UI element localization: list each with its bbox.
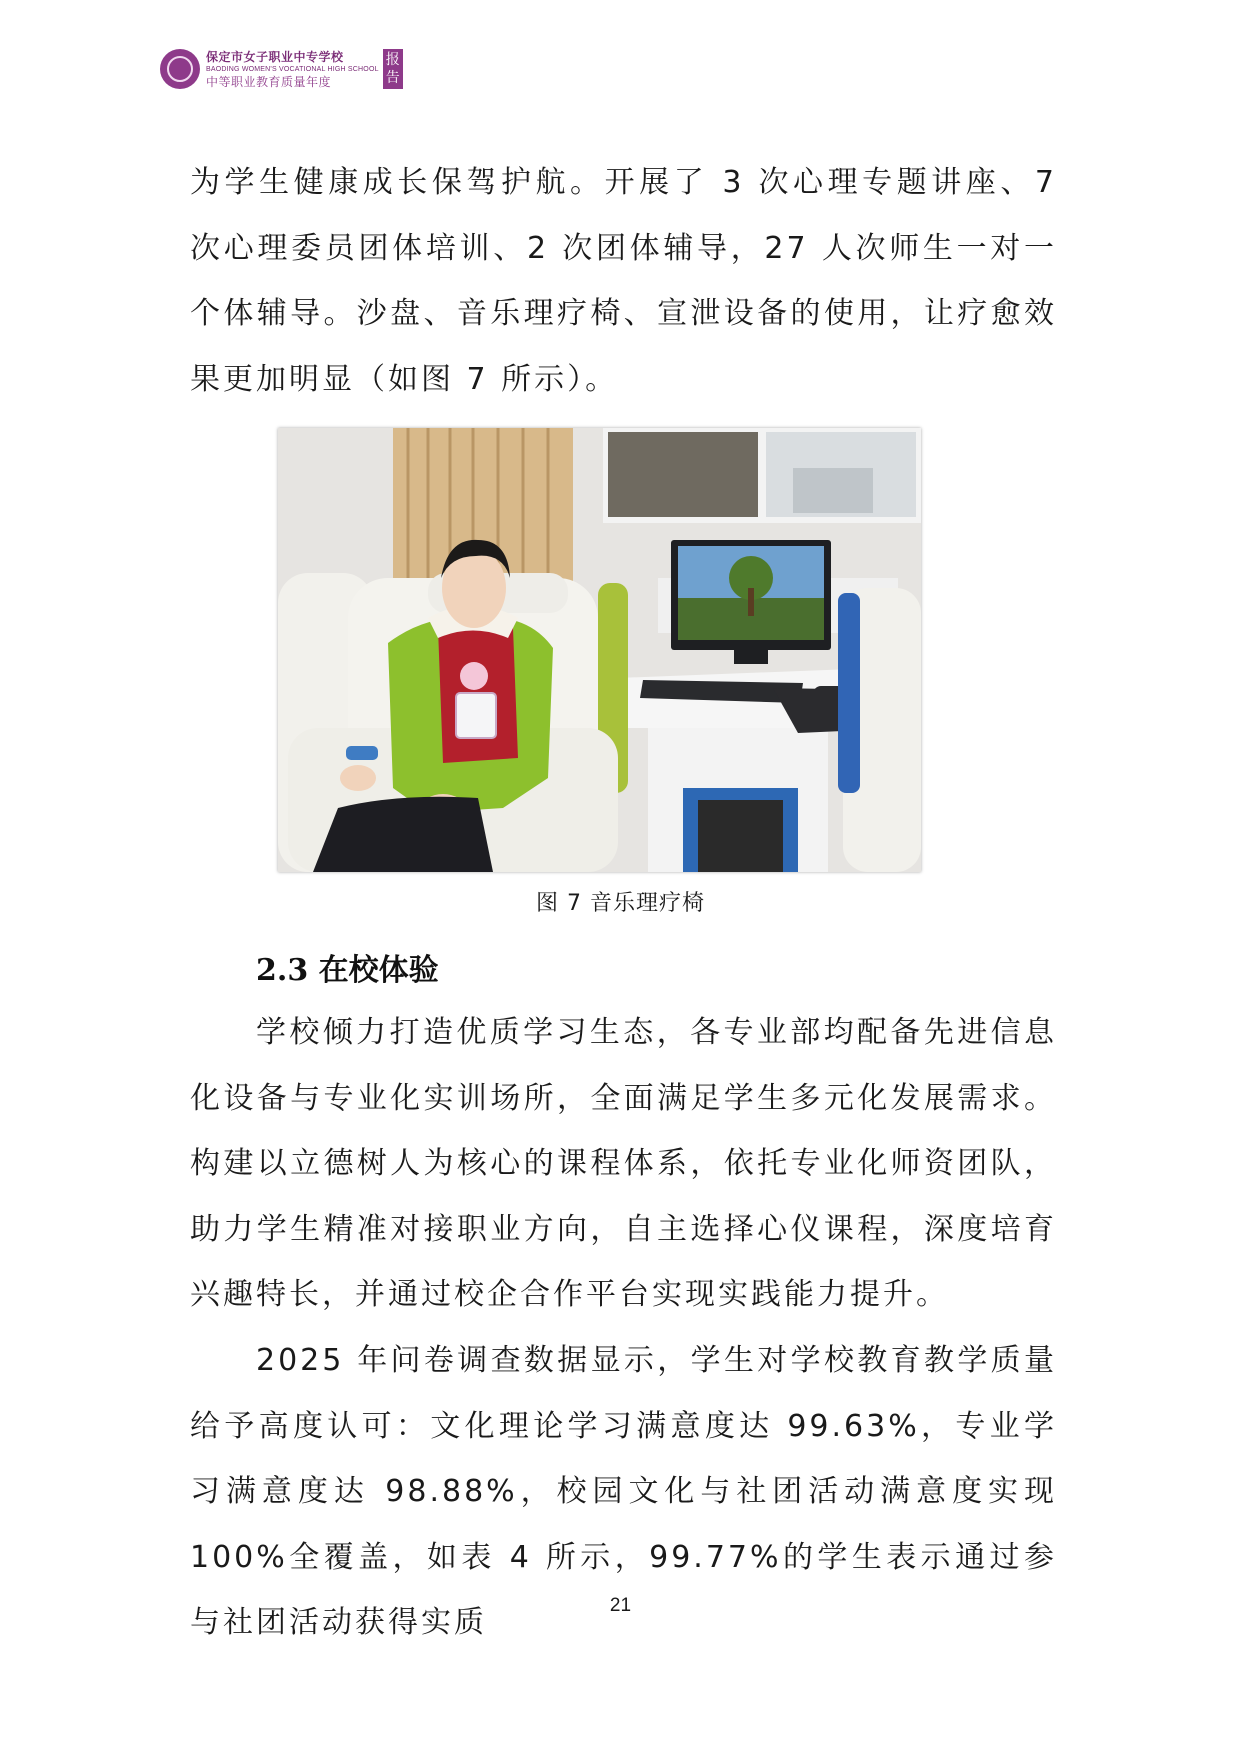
page-number: 21 — [609, 1595, 632, 1616]
music-therapy-chair-photo — [278, 428, 921, 872]
header-text — [206, 51, 379, 88]
paragraph-survey-results: 2025 年问卷调查数据显示，学生对学校教育教学质量给予高度认可：文化理论学习满意度达 99.63%，专业学习满意度达 98.88%，校园文化与社团活动满意度实现 100%全覆盖，如表 4 所示，99.77%的学生表示通过参与社团活动获得实质 — [190, 1343, 1057, 1640]
section-heading: 2.3 在校体验 — [256, 953, 439, 988]
school-logo — [160, 49, 200, 89]
report-header — [160, 46, 403, 92]
paragraph-counseling: 为学生健康成长保驾护航。开展了 3 次心理专题讲座、7 次心理委员团体培训、2 次团体辅导，27 人次师生一对一个体辅导。沙盘、音乐理疗椅、宣泄设备的使用，让疗愈效果更加明显（如图 7 所示）。 — [190, 165, 1057, 397]
school-name-en: BAODING WOMEN'S VOCATIONAL HIGH SCHOOL — [206, 65, 379, 73]
photo-illustration — [278, 428, 921, 872]
figure-caption: 图 7 音乐理疗椅 — [536, 891, 705, 916]
school-name-cn: 保定市女子职业中专学校 — [206, 49, 344, 64]
paragraph-learning-ecology: 学校倾力打造优质学习生态，各专业部均配备先进信息化设备与专业化实训场所，全面满足学生多元化发展需求。构建以立德树人为核心的课程体系，依托专业化师资团队，助力学生精准对接职业方向，自主选择心仪课程，深度培育兴趣特长，并通过校企合作平台实现实践能力提升。 — [190, 1015, 1057, 1312]
report-badge: 报告 — [383, 49, 403, 89]
report-title: 中等职业教育质量年度 — [206, 74, 332, 89]
